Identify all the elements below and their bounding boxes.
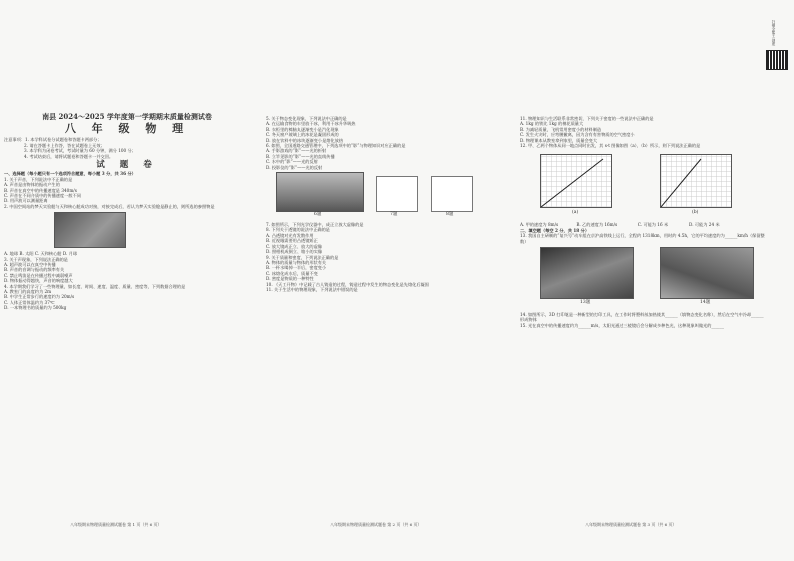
question-line: 15. 光在真空中的传播速度约为______m/s，太阳光通过三棱镜后会分解成多种色光，这种现象叫做光的______ bbox=[520, 322, 724, 328]
question-line: A. 甲的速度为 8m/s bbox=[520, 222, 559, 228]
question-line: C. 发生火灾时，应弯腰撤离，因为含有有害物质的空气密度小 bbox=[520, 132, 635, 138]
question-line: 8. 下列关于透镜的说法中正确的是 bbox=[266, 227, 330, 233]
graph-a-line bbox=[541, 155, 611, 207]
figure-8-telescope bbox=[431, 176, 473, 212]
graph-b-line bbox=[661, 155, 731, 207]
question-line: C. 冰熔化成水后，质量不变 bbox=[266, 270, 318, 276]
figure-8-label: 8题 bbox=[446, 212, 454, 218]
question-line: 11. 关于生活中的物理现象，下列说法中错误的是 bbox=[266, 286, 358, 292]
st-graph-b bbox=[660, 154, 732, 208]
question-line: 一、选择题（每小题只有一个选项符合题意，每小题 3 分，共 36 分） bbox=[4, 171, 136, 177]
notice-line: 注意事项：1. 本学科试卷分试题卷和答题卡两部分； bbox=[4, 137, 102, 142]
notice-line: 2. 请在答题卡上作答，答在试题卷上无效； bbox=[24, 142, 105, 148]
question-line: B. 近视眼需要用凸透镜矫正 bbox=[266, 238, 318, 244]
figure-6-label: 6题 bbox=[314, 212, 322, 218]
question-line: A. 教室门的高度约为 2m bbox=[4, 289, 52, 295]
column-1 bbox=[4, 112, 250, 311]
figure-13-train bbox=[540, 247, 634, 299]
figure-14-label: 14题 bbox=[700, 300, 711, 306]
qr-code bbox=[766, 20, 788, 70]
question-line: A. 手影游戏的“影”——光的折射 bbox=[266, 148, 327, 154]
question-line: D. 放在饮料中的冰块逐渐变小是熔化放热 bbox=[266, 137, 344, 143]
page-footer-3: 八年级期末物理质量检测试题卷 第 3 页（共 6 页） bbox=[585, 522, 677, 527]
question-line: 2. 中国空间站的梦天实验舱与天和核心舱成功对接，对接完成后，若认为梦天实验舱是静止的，则所选的参照物是 bbox=[4, 203, 215, 209]
page-footer-2: 八年级期末物理质量检测试题卷 第 2 页（共 6 页） bbox=[330, 522, 422, 527]
question-line: C. 禁止鸣笛是在传播过程中减弱噪声 bbox=[4, 272, 73, 278]
question-line: B. 乙的速度为 16m/s bbox=[576, 222, 618, 228]
question-line: 4. 本学期我们学习了一些物理量，如长度、时间、速度、温度、质量、密度等，下列数据合理的是 bbox=[4, 283, 186, 289]
figure-6-photo bbox=[276, 172, 364, 212]
question-line: 6. 如图，全国道路交通管理中，下列选项中的“影”与物理知识对应正确的是 bbox=[266, 143, 406, 149]
question-line: 10. 《天工开物》中记载了古人铸造的过程，铸造过程中发生的物态变化是先熔化后凝固 bbox=[266, 281, 429, 287]
question-line: 11. 物理知识与生活联系非常密切，下列关于密度的一些说法中正确的是 bbox=[520, 116, 654, 121]
question-line: B. 一杯水喝掉一半后，密度变小 bbox=[266, 265, 327, 271]
question-line: D. 用声波可以测量距离 bbox=[4, 198, 48, 204]
figure-13-label: 13题 bbox=[580, 300, 591, 306]
question-line: B. 衣柜里的樟脑丸逐渐变小是汽化现象 bbox=[266, 126, 339, 132]
qr-label: 扫描全能王 创建 bbox=[772, 20, 776, 46]
question-line: A. 地球 B. 太阳 C. 天和核心舱 D. 月球 bbox=[4, 251, 78, 257]
question-line: B. 中学生正常步行的速度约为 20m/s bbox=[4, 294, 75, 300]
question-line: C. 冬天窗户玻璃上的冰花是凝固形成的 bbox=[266, 132, 339, 138]
question-line: B. 立竿见影的“影”——光的直线传播 bbox=[266, 153, 335, 159]
question-line: C. 水中的“影”——光的反射 bbox=[266, 159, 318, 165]
column-2 bbox=[266, 116, 512, 292]
question-line: A. 超声波可以在真空中传播 bbox=[4, 262, 56, 268]
page-footer-1: 八年级期末物理质量检测试题卷 第 1 页（共 6 页） bbox=[70, 522, 162, 527]
notice-line: 4. 考试结束后，请将试题卷和答题卡一并交回。 bbox=[24, 153, 114, 159]
notice-line: 3. 本学科为闭卷考试，考试时量为 60 分钟，满分 100 分； bbox=[24, 148, 136, 154]
question-line: D. 物理课本从教室拿到家里，质量会变大 bbox=[520, 137, 598, 143]
question-line: 12. 甲、乙两个物体从同一地点同时出发，其 s-t 图像如图（a）、（b）所示，则下列说法正确的是 bbox=[520, 143, 701, 149]
question-line: D. 一本物理书的质量约为 500kg bbox=[4, 305, 67, 311]
question-line: 3. 关于声现象，下列说法正确的是 bbox=[4, 256, 68, 262]
question-line: C. 可能为 16 米 bbox=[637, 222, 669, 228]
question-line: D. 投影仪的“影”——光的反射 bbox=[266, 164, 323, 170]
st-graph-a bbox=[540, 154, 612, 208]
question-line: D. 物体振动得越快，声音的响度越大 bbox=[4, 278, 73, 284]
question-line: C. 声音在不同介质中的传播速度一般不同 bbox=[4, 193, 81, 198]
question-line: C. 放大镜成正立、放大的虚像 bbox=[266, 243, 322, 249]
notice bbox=[4, 137, 250, 159]
figure-14-3d-pen bbox=[660, 247, 754, 299]
graph-b-label: (b) bbox=[692, 210, 699, 216]
question-line: A. 在运输食物的车里放干冰，利用干冰升华吸热 bbox=[266, 121, 356, 127]
question-line: A. 物体的质量与物体的形状有关 bbox=[266, 259, 327, 265]
subject-title: 八 年 级 物 理 bbox=[64, 122, 190, 135]
question-line: B. 为减轻质量，飞机常用密度小的材料制造 bbox=[520, 126, 602, 132]
figure-space-station bbox=[54, 212, 126, 248]
question-line: D. 密度是物质的一种特性 bbox=[266, 276, 314, 282]
question-line: B. 声音在真空中的传播速度是 340m/s bbox=[4, 187, 77, 193]
question-line: C. 人体正常体温约为 37℃ bbox=[4, 299, 55, 305]
figure-7-candle bbox=[376, 176, 418, 212]
question-line: A. 1kg 的铁比 1kg 的棉花质量大 bbox=[520, 121, 584, 127]
question-line: 1. 关于声音，下列说法中不正确的是 bbox=[4, 176, 73, 182]
question-line: A. 声音是由物体的振动产生的 bbox=[4, 182, 60, 188]
column-3 bbox=[520, 116, 766, 328]
question-line: A. 凸透镜对光有发散作用 bbox=[266, 232, 314, 238]
question-line: 5. 关于物态变化现象，下列说法中正确的是 bbox=[266, 116, 347, 121]
question-line: D. 可能为 24 米 bbox=[689, 222, 720, 228]
figure-row-6-8 bbox=[266, 172, 512, 220]
graph-a-label: (a) bbox=[572, 210, 579, 216]
question-line: 7. 如图所示，下列光学仪器中，成正立放大虚像的是 bbox=[266, 222, 364, 228]
figure-row-13-14 bbox=[520, 247, 766, 309]
question-line: 14. 如图所示，3D 打印笔是一种新型的打印工具，在工作时将塑料丝加热使其______（填物态变化名称），然后在空气中冷却______形成物体 bbox=[520, 312, 764, 323]
question-line: 13. 我国自主研制的“复兴号”动车组在京沪高铁线上运行，全程约 1318km，用时约 4.5h，它的平均速度约为______km/h（保留整数） bbox=[520, 233, 765, 244]
question-line: 9. 关于质量和密度，下列说法正确的是 bbox=[266, 254, 339, 260]
question-line: D. 照相机成倒立、缩小的实像 bbox=[266, 249, 323, 255]
question-line: B. 声音的音调与振动的频率有关 bbox=[4, 267, 65, 273]
figure-row-graphs bbox=[520, 150, 766, 220]
figure-7-label: 7题 bbox=[390, 212, 398, 218]
qr-code-icon bbox=[766, 50, 788, 70]
question-line: 二、填空题（每空 2 分，共 18 分） bbox=[520, 227, 590, 233]
exam-title: 南县 2024～2025 学年度第一学期期末质量检测试卷 bbox=[42, 112, 212, 121]
paper-heading: 试 题 卷 bbox=[96, 160, 158, 171]
